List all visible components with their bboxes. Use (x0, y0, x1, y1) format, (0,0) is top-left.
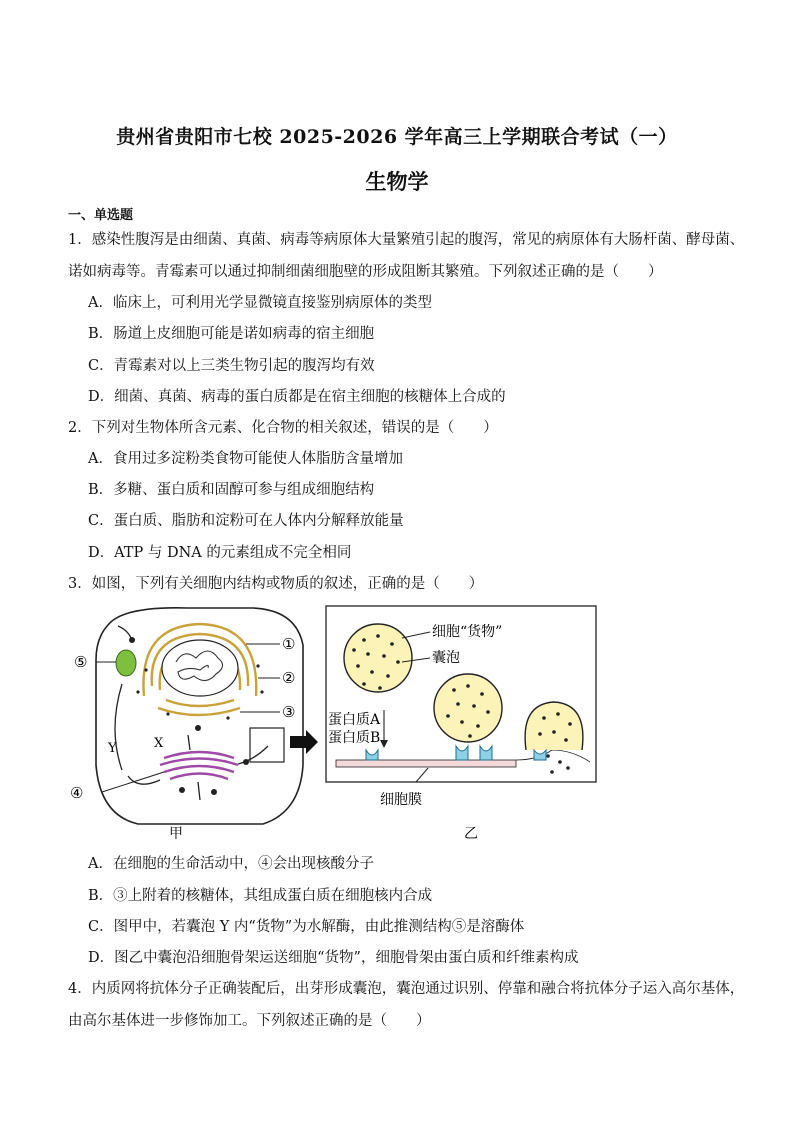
lysosome (116, 650, 136, 676)
q2-option-d: D．ATP 与 DNA 的元素组成不完全相同 (88, 545, 352, 561)
protein-a-label: 蛋白质A (328, 712, 381, 728)
cargo-label: 细胞“货物” (432, 624, 503, 640)
q1-stem-line2: 诺如病毒等。青霉素可以通过抑制细菌细胞壁的形成阻断其繁殖。下列叙述正确的是（ ） (68, 264, 663, 280)
q2-option-b: B．多糖、蛋白质和固醇可参与组成细胞结构 (88, 482, 375, 498)
label-2: ② (282, 669, 296, 687)
q4-stem-line2: 由高尔基体进一步修饰加工。下列叙述正确的是（ ） (68, 1013, 431, 1029)
q2-stem: 2．下列对生物体所含元素、化合物的相关叙述，错误的是（ ） (68, 420, 498, 436)
subject-title: 生物学 (365, 169, 429, 194)
label-1: ① (282, 635, 296, 653)
page-title: 贵州省贵阳市七校 2025-2026 学年高三上学期联合考试（一） (116, 126, 678, 148)
q2-option-c: C．蛋白质、脂肪和淀粉可在人体内分解释放能量 (88, 513, 404, 529)
q1-stem-line1: 1．感染性腹泻是由细菌、真菌、病毒等病原体大量繁殖引起的腹泻，常见的病原体有大肠杆菌、酵母菌、 (68, 232, 745, 248)
cell-membrane (336, 760, 516, 767)
q3-stem: 3．如图，下列有关细胞内结构或物质的叙述，正确的是（ ） (68, 576, 484, 592)
q1-option-a: A．临床上，可利用光学显微镜直接鉴别病原体的类型 (88, 295, 432, 311)
q3-option-b: B．③上附着的核糖体，其组成蛋白质在细胞核内合成 (88, 888, 433, 904)
vesicle-label: 囊泡 (432, 650, 460, 666)
golgi-apparatus (160, 752, 238, 779)
q4-stem-line1: 4．内质网将抗体分子正确装配后，出芽形成囊泡，囊泡通过识别、停靠和融合将抗体分子运入高尔基体， (68, 981, 745, 997)
transition-arrow (290, 730, 318, 754)
label-x: X (154, 736, 164, 751)
label-5: ⑤ (74, 653, 88, 671)
cell-figure (68, 600, 608, 845)
q3-option-c: C．图甲中，若囊泡 Y 内“货物”为水解酶，由此推测结构⑤是溶酶体 (88, 919, 525, 935)
caption-b: 乙 (464, 826, 478, 842)
section-heading: 一、单选题 (68, 208, 134, 223)
q1-option-b: B．肠道上皮细胞可能是诺如病毒的宿主细胞 (88, 326, 375, 342)
q3-option-d: D．图乙中囊泡沿细胞骨架运送细胞“货物”，细胞骨架由蛋白质和纤维素构成 (88, 950, 579, 966)
label-3: ③ (282, 703, 296, 721)
vesicle-3 (525, 702, 583, 750)
nucleus (162, 640, 238, 696)
label-4: ④ (70, 784, 84, 802)
q1-option-c: C．青霉素对以上三类生物引起的腹泻均有效 (88, 358, 375, 374)
caption-a: 甲 (169, 826, 183, 842)
q2-option-a: A．食用过多淀粉类食物可能使人体脂肪含量增加 (88, 451, 403, 467)
docking-proteins (366, 746, 546, 760)
membrane-label: 细胞膜 (380, 792, 422, 808)
label-y: Y (108, 741, 117, 756)
protein-b-label: 蛋白质B (328, 730, 381, 746)
q3-option-a: A．在细胞的生命活动中，④会出现核酸分子 (88, 856, 374, 872)
q1-option-d: D．细菌、真菌、病毒的蛋白质都是在宿主细胞的核糖体上合成的 (88, 389, 506, 405)
